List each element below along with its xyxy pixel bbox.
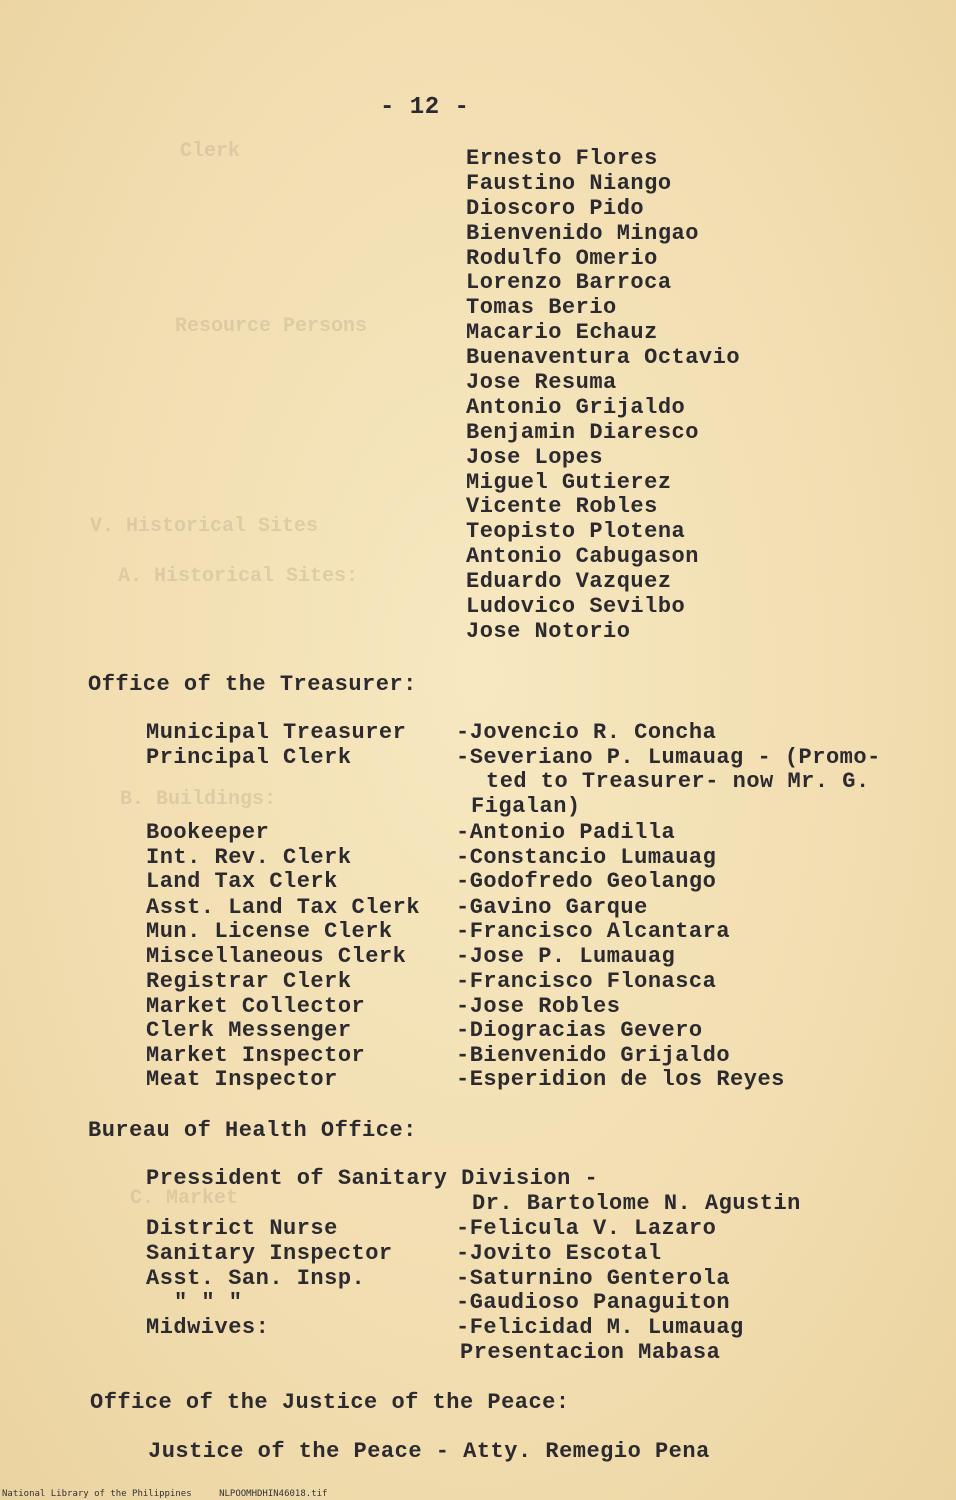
person-name: -Antonio Padilla	[456, 820, 676, 845]
list-item: Benjamin Diaresco	[466, 419, 699, 445]
person-name: -Felicula V. Lazaro	[456, 1216, 717, 1241]
position-title: Land Tax Clerk	[146, 869, 338, 894]
list-item: Buenaventura Octavio	[466, 345, 741, 371]
list-item: Eduardo Vazquez	[466, 569, 672, 595]
position-title: Asst. San. Insp.	[146, 1266, 366, 1291]
position-title: Int. Rev. Clerk	[146, 845, 352, 870]
position-title: Meat Inspector	[146, 1067, 338, 1092]
health-president-name: Dr. Bartolome N. Agustin	[472, 1191, 801, 1216]
person-name: -Jose P. Lumauag	[456, 944, 676, 969]
list-item: Faustino Niango	[466, 170, 672, 196]
bleed-through-text: Clerk	[180, 140, 241, 163]
bleed-through-text: B. Buildings:	[120, 788, 277, 811]
list-item: Jose Resuma	[466, 370, 617, 396]
person-name: -Godofredo Geolango	[456, 869, 717, 894]
justice-line: Justice of the Peace - Atty. Remegio Pena	[148, 1439, 710, 1464]
position-title: Mun. License Clerk	[146, 919, 393, 944]
person-name: -Constancio Lumauag	[456, 845, 717, 870]
position-title: District Nurse	[146, 1216, 338, 1241]
person-name: -Francisco Flonasca	[456, 969, 717, 994]
health-heading: Bureau of Health Office:	[88, 1118, 417, 1143]
bleed-through-text: A. Historical Sites:	[118, 565, 359, 588]
person-name: -Jose Robles	[456, 994, 621, 1019]
list-item: Dioscoro Pido	[466, 195, 645, 221]
person-name: -Felicidad M. Lumauag	[456, 1315, 744, 1340]
person-name: ted to Treasurer- now Mr. G.	[486, 769, 870, 794]
treasurer-heading: Office of the Treasurer:	[88, 672, 417, 697]
list-item: Vicente Robles	[466, 494, 658, 520]
position-title: Municipal Treasurer	[146, 720, 407, 745]
person-name: -Bienvenido Grijaldo	[456, 1043, 731, 1068]
person-name: -Jovencio R. Concha	[456, 720, 717, 745]
scan-footer	[2, 1489, 349, 1499]
position-title: Asst. Land Tax Clerk	[146, 895, 421, 920]
bleed-through-text: V. Historical Sites	[90, 515, 319, 538]
person-name: -Diogracias Gevero	[456, 1018, 703, 1043]
position-title: Bookeeper	[146, 820, 270, 845]
person-name: -Jovito Escotal	[456, 1241, 662, 1266]
health-president-line: Pressident of Sanitary Division -	[146, 1166, 599, 1191]
list-item: Ludovico Sevilbo	[466, 594, 686, 620]
page-number: - 12 -	[380, 94, 470, 121]
position-title: Market Inspector	[146, 1043, 366, 1068]
footer-file: NLPOOMHDHIN46018.tif	[219, 1489, 328, 1499]
position-title: Clerk Messenger	[146, 1018, 352, 1043]
list-item: Bienvenido Mingao	[466, 220, 699, 246]
person-name: Figalan)	[471, 794, 581, 819]
person-name: -Esperidion de los Reyes	[456, 1067, 785, 1092]
position-title: Midwives:	[146, 1315, 270, 1340]
list-item: Antonio Cabugason	[466, 544, 699, 570]
list-item: Antonio Grijaldo	[466, 394, 686, 420]
person-name: -Gavino Garque	[456, 895, 648, 920]
position-title: Registrar Clerk	[146, 969, 352, 994]
person-name: -Saturnino Genterola	[456, 1266, 731, 1291]
person-name: -Francisco Alcantara	[456, 919, 731, 944]
person-name: -Gaudioso Panaguiton	[456, 1290, 731, 1315]
list-item: Teopisto Plotena	[466, 519, 686, 545]
person-name: Presentacion Mabasa	[460, 1340, 721, 1365]
position-title: Sanitary Inspector	[146, 1241, 393, 1266]
list-item: Lorenzo Barroca	[466, 270, 672, 296]
footer-library: National Library of the Philippines	[2, 1489, 192, 1499]
justice-heading: Office of the Justice of the Peace:	[90, 1390, 570, 1415]
bleed-through-text: Resource Persons	[175, 315, 368, 338]
name-list	[466, 147, 740, 645]
list-item: Jose Notorio	[466, 618, 631, 644]
list-item: Ernesto Flores	[466, 146, 658, 171]
position-title: Miscellaneous Clerk	[146, 944, 407, 969]
list-item: Jose Lopes	[466, 444, 604, 470]
person-name: -Severiano P. Lumauag - (Promo-	[456, 745, 881, 770]
position-title: Market Collector	[146, 994, 366, 1019]
list-item: Tomas Berio	[466, 295, 617, 321]
position-title: " " "	[174, 1290, 243, 1315]
bleed-through-text: C. Market	[130, 1187, 239, 1210]
list-item: Miguel Gutierez	[466, 469, 672, 495]
list-item: Macario Echauz	[466, 320, 658, 346]
list-item: Rodulfo Omerio	[466, 245, 658, 271]
position-title: Principal Clerk	[146, 745, 352, 770]
